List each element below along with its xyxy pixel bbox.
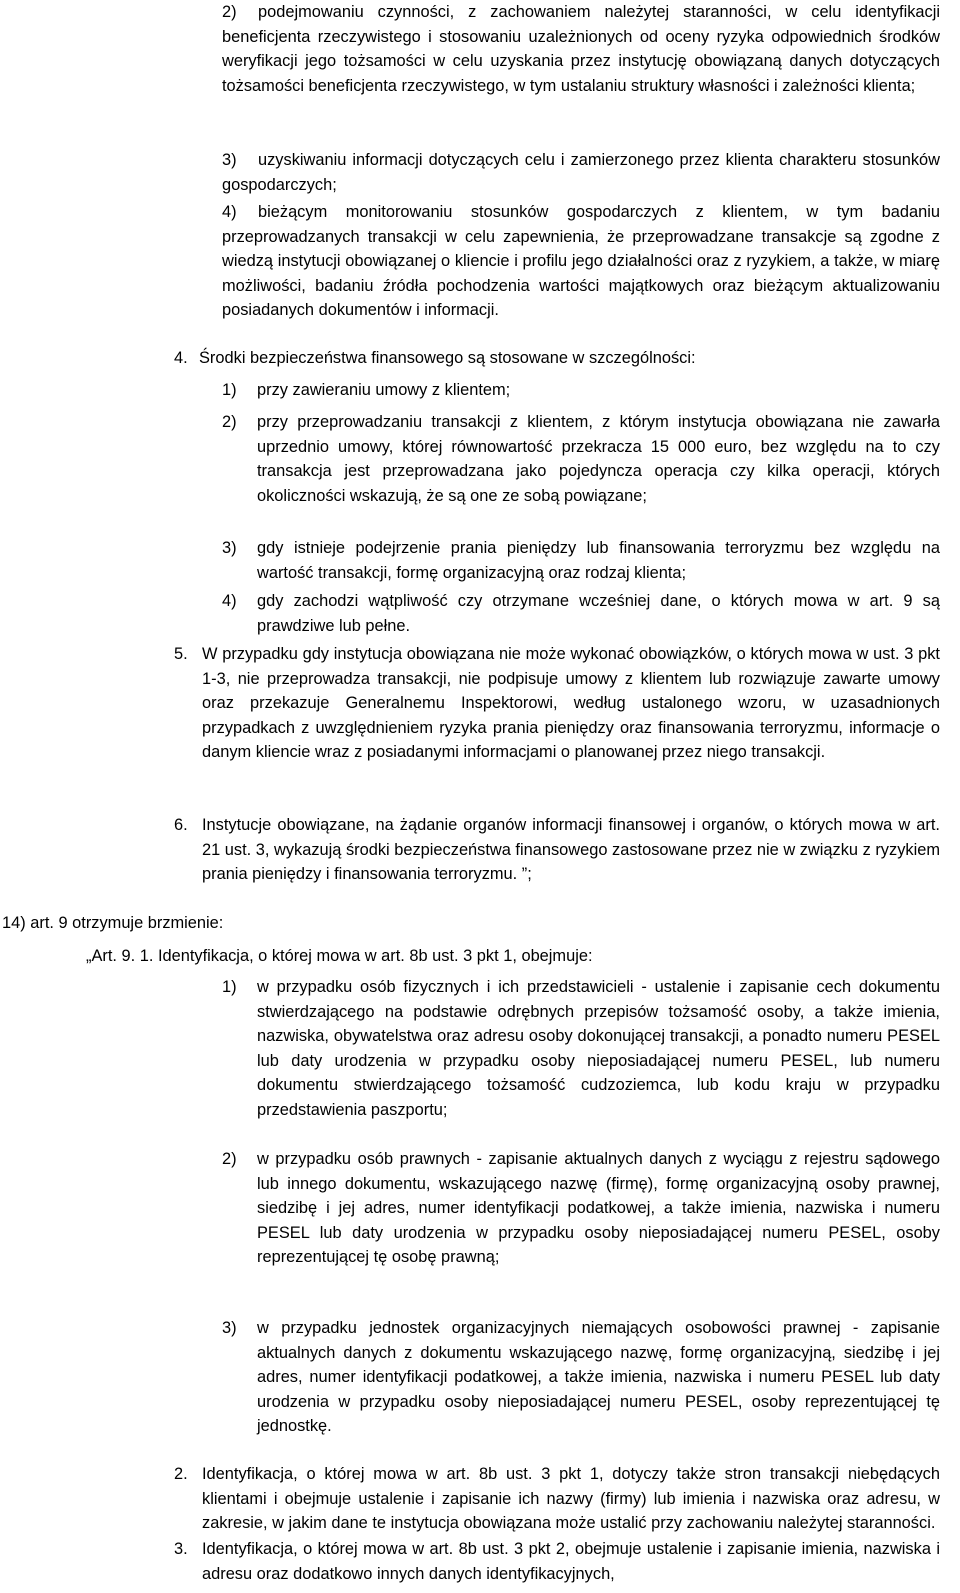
- list-item-text: uzyskiwaniu informacji dotyczących celu i zamierzonego przez klienta charakteru stosunków gospodarczych;: [222, 151, 940, 194]
- list-item-text: w przypadku osób prawnych - zapisanie aktualnych danych z wyciągu z rejestru sądowego lub innego dokumentu, wskazującego nazwę (firmę), formę organizacyjną osoby prawnej, siedzibę i jej adres, numer identyfikacji podatkowej, a także imienia, nazwiska i numeru PESEL lub daty urodzenia w przypadku osoby nieposiadającej numeru PESEL, osoby reprezentującej tę osobę prawną;: [257, 1150, 940, 1267]
- list-item-text: przy przeprowadzaniu transakcji z klientem, z którym instytucja obowiązana nie zawarła uprzednio umowy, której równowartość przekracza 15 000 euro, bez względu na to czy transakcja jest przeprowadzana jako pojedyncza operacja czy kilka operacji, których okoliczności wskazują, że są one ze sobą powiązane;: [257, 413, 940, 505]
- section-number: 3.: [174, 1540, 188, 1558]
- list-item-text: bieżącym monitorowaniu stosunków gospodarczych z klientem, w tym badaniu przeprowadzanych transakcji w celu zapewnienia, że przeprowadzane transakcje są zgodne z wiedzą instytucji obowiązanej o kliencie i profilu jego działalności oraz z ryzykiem, a także, w miarę możliwości, badaniu źródła pochodzenia wartości majątkowych oraz bieżącym aktualizowaniu posiadanych dokumentów i informacji.: [222, 203, 940, 320]
- item-number: 3): [222, 539, 237, 557]
- section-number: 6.: [174, 816, 188, 834]
- item-number: 1): [222, 978, 237, 996]
- item-number: 4): [222, 592, 237, 610]
- list-item-text: podejmowaniu czynności, z zachowaniem należytej staranności, w celu identyfikacji beneficjenta rzeczywistego i stosowaniu uzależnionych od oceny ryzyka odpowiednich środków weryfikacji jego tożsamości w celu uzyskania przez instytucję obowiązaną danych dotyczących tożsamości beneficjenta rzeczywistego, w tym ustalaniu struktury własności i zależności klienta;: [222, 3, 940, 95]
- list-item-text: w przypadku jednostek organizacyjnych niemających osobowości prawnej - zapisanie aktualnych danych z dokumentu wskazującego nazwę, formę organizacyjną, siedzibę i jej adres, numer identyfikacji podatkowej, a także imienia, nazwiska i numeru PESEL lub daty urodzenia w przypadku osoby nieposiadającej numeru PESEL, osoby reprezentującej tę jednostkę.: [257, 1319, 940, 1436]
- item-number: 2): [222, 3, 237, 21]
- item-number: 1): [222, 381, 237, 399]
- section-number: 2.: [174, 1465, 188, 1483]
- list-item-text: gdy istnieje podejrzenie prania pieniędzy lub finansowania terroryzmu bez względu na wartość transakcji, formę organizacyjną oraz rodzaj klienta;: [257, 539, 940, 582]
- section-text: Identyfikacja, o której mowa w art. 8b ust. 3 pkt 1, dotyczy także stron transakcji niebędących klientami i obejmuje ustalenie i zapisanie ich nazwy (firmy) lub imienia i nazwiska oraz adresu, w zakresie, w jakim dane te instytucja obowiązana może ustalić przy zachowaniu należytej staranności.: [202, 1465, 940, 1533]
- list-item-text: w przypadku osób fizycznych i ich przedstawicieli - ustalenie i zapisanie cech dokumentu stwierdzającego na podstawie odrębnych przepisów tożsamość osoby, a także imienia, nazwiska, obywatelstwa oraz adresu osoby dokonującej transakcji, a ponadto numeru PESEL lub daty urodzenia w przypadku osoby nieposiadającej numeru PESEL, lub numeru dokumentu stwierdzającego tożsamość cudzoziemca, lub kodu kraju w przypadku przedstawienia paszportu;: [257, 978, 940, 1119]
- section-text: Identyfikacja, o której mowa w art. 8b ust. 3 pkt 2, obejmuje ustalenie i zapisanie imienia, nazwiska i adresu oraz dodatkowo innych danych identyfikacyjnych,: [202, 1540, 940, 1583]
- article-heading: „Art. 9. 1. Identyfikacja, o której mowa w art. 8b ust. 3 pkt 1, obejmuje:: [86, 947, 593, 965]
- item-number: 3): [222, 151, 237, 169]
- section-text: W przypadku gdy instytucja obowiązana nie może wykonać obowiązków, o których mowa w ust. 3 pkt 1-3, nie przeprowadza transakcji, nie podpisuje umowy z klientem lub rozwiązuje zawarte umowy oraz przekazuje Generalnemu Inspektorowi, według ustalonego wzoru, w uzasadnionych przypadkach z uwzględnieniem ryzyka prania pieniędzy oraz finansowania terroryzmu, informacje o danym kliencie wraz z posiadanymi informacjami o planowanej przez niego transakcji.: [202, 645, 940, 762]
- item-number: 4): [222, 203, 237, 221]
- item-number: 2): [222, 1150, 237, 1168]
- list-item-text: gdy zachodzi wątpliwość czy otrzymane wcześniej dane, o których mowa w art. 9 są prawdziwe lub pełne.: [257, 592, 940, 635]
- amendment-point: 14) art. 9 otrzymuje brzmienie:: [2, 914, 224, 932]
- section-number: 4.: [174, 349, 188, 367]
- section-number: 5.: [174, 645, 188, 663]
- section-text: Instytucje obowiązane, na żądanie organów informacji finansowej i organów, o których mowa w art. 21 ust. 3, wykazują środki bezpieczeństwa finansowego zastosowane przez nie w związku z ryzykiem prania pieniędzy i finansowania terroryzmu. ”;: [202, 816, 940, 884]
- list-item-text: przy zawieraniu umowy z klientem;: [257, 381, 511, 399]
- item-number: 2): [222, 413, 237, 431]
- item-number: 3): [222, 1319, 237, 1337]
- section-text: Środki bezpieczeństwa finansowego są stosowane w szczególności:: [199, 349, 696, 367]
